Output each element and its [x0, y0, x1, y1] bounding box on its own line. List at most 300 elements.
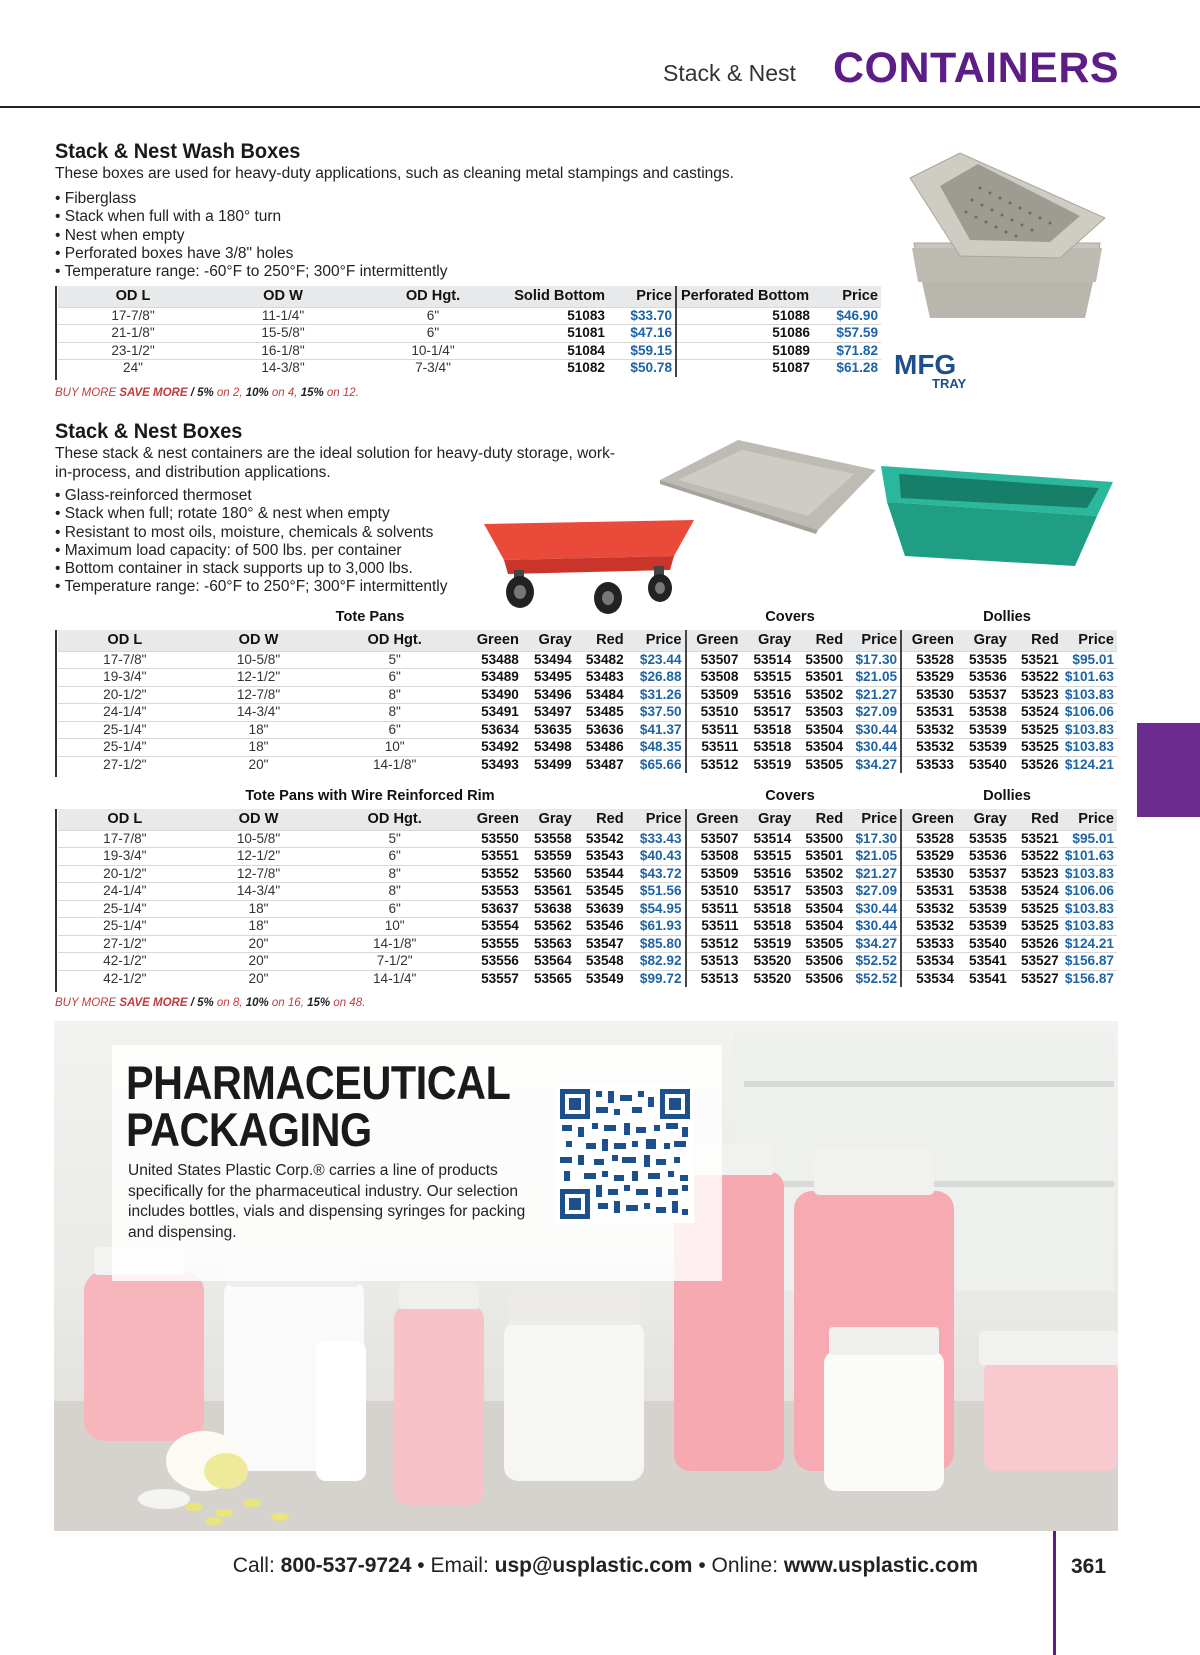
- cell: 6": [358, 307, 508, 325]
- cell: 8": [325, 686, 464, 704]
- cell: 7-1/2": [325, 953, 464, 971]
- cell: 53539: [957, 900, 1010, 918]
- cell: 53564: [522, 953, 575, 971]
- cell: 53635: [522, 721, 575, 739]
- cell: 6": [325, 900, 464, 918]
- cell: 51089: [676, 342, 813, 360]
- table-row: [58, 325, 881, 343]
- boxes-features: [55, 487, 447, 597]
- feature-item: • Nest when empty: [55, 227, 447, 245]
- email-label: • Email:: [411, 1554, 495, 1577]
- cell: $40.43: [627, 848, 686, 866]
- col-header: Gray: [522, 630, 575, 651]
- cell: 12-1/2": [192, 848, 326, 866]
- table-header-row: [58, 286, 881, 307]
- cell: 51088: [676, 307, 813, 325]
- table-left-border: [55, 286, 57, 380]
- col-header: Red: [1010, 809, 1062, 830]
- wash-boxes-description: These boxes are used for heavy-duty applications, such as cleaning metal stampings and castings.: [55, 165, 734, 182]
- cell: 51087: [676, 360, 813, 377]
- cell: 16-1/8": [208, 342, 358, 360]
- cell: 53525: [1010, 900, 1062, 918]
- cell: 53507: [686, 830, 742, 848]
- cell: 53524: [1010, 704, 1062, 722]
- cell: 53501: [794, 848, 846, 866]
- cell: $103.83: [1062, 686, 1117, 704]
- col-header: Red: [575, 809, 627, 830]
- cell: $31.26: [627, 686, 686, 704]
- cell: 20": [192, 756, 326, 773]
- pharmaceutical-packaging-banner[interactable]: [54, 1021, 1118, 1531]
- cell: 53497: [522, 704, 575, 722]
- cell: 53556: [464, 953, 522, 971]
- cell: 53541: [957, 953, 1010, 971]
- cell: 53515: [741, 848, 794, 866]
- cell: $33.43: [627, 830, 686, 848]
- cell: 53503: [794, 883, 846, 901]
- col-header: Gray: [957, 809, 1010, 830]
- cell: 8": [325, 704, 464, 722]
- feature-item: • Resistant to most oils, moisture, chemicals & solvents: [55, 524, 447, 542]
- gray-cover-photo: [658, 436, 880, 534]
- pharma-title-line2: PACKAGING: [126, 1103, 372, 1156]
- cell: 25-1/4": [58, 918, 192, 936]
- cell: $156.87: [1062, 953, 1117, 971]
- cell: 53553: [464, 883, 522, 901]
- cell: 53549: [575, 970, 627, 987]
- cell: $101.63: [1062, 848, 1117, 866]
- cell: 53539: [957, 918, 1010, 936]
- section-subtitle: Stack & Nest: [663, 60, 796, 86]
- cell: 42-1/2": [58, 953, 192, 971]
- table-row: [58, 900, 1117, 918]
- cell: 53532: [901, 721, 957, 739]
- cell: 53503: [794, 704, 846, 722]
- wash-boxes-table: [58, 286, 881, 377]
- cell: $54.95: [627, 900, 686, 918]
- cell: 53634: [464, 721, 522, 739]
- cell: $30.44: [846, 900, 901, 918]
- cell: 53530: [901, 865, 957, 883]
- cell: 53525: [1010, 739, 1062, 757]
- cell: 53514: [741, 651, 794, 669]
- cell: 20-1/2": [58, 686, 192, 704]
- cell: 53534: [901, 970, 957, 987]
- cell: 53518: [741, 739, 794, 757]
- cell: $33.70: [608, 307, 676, 325]
- feature-item: • Glass-reinforced thermoset: [55, 487, 447, 505]
- table-row: [58, 651, 1117, 669]
- cell: 5": [325, 830, 464, 848]
- cell: $101.63: [1062, 669, 1117, 687]
- cell: 6": [325, 721, 464, 739]
- cell: $59.15: [608, 342, 676, 360]
- cell: 53504: [794, 900, 846, 918]
- cell: 51082: [508, 360, 608, 377]
- phone-number[interactable]: 800-537-9724: [280, 1554, 412, 1577]
- cell: 53550: [464, 830, 522, 848]
- cell: 53511: [686, 918, 742, 936]
- cell: 12-1/2": [192, 669, 326, 687]
- cell: $95.01: [1062, 651, 1117, 669]
- cell: 53558: [522, 830, 575, 848]
- cell: 53544: [575, 865, 627, 883]
- cell: 51084: [508, 342, 608, 360]
- cell: 53519: [741, 756, 794, 773]
- cell: $82.92: [627, 953, 686, 971]
- cell: 53536: [957, 669, 1010, 687]
- col-header: Price: [627, 809, 686, 830]
- cell: 53540: [957, 935, 1010, 953]
- cell: $27.09: [846, 704, 901, 722]
- cell: 53485: [575, 704, 627, 722]
- cell: 53489: [464, 669, 522, 687]
- group-heading-dollies: Dollies: [983, 788, 1031, 804]
- cell: 23-1/2": [58, 342, 208, 360]
- table-left-border: [55, 809, 57, 992]
- cell: 10-5/8": [192, 830, 326, 848]
- cell: $47.16: [608, 325, 676, 343]
- table-row: [58, 756, 1117, 773]
- cell: 53487: [575, 756, 627, 773]
- cell: 53529: [901, 848, 957, 866]
- cell: 53531: [901, 704, 957, 722]
- email-link[interactable]: usp@usplastic.com: [494, 1554, 693, 1577]
- pharma-description: United States Plastic Corp.® carries a line of products specifically for the pharmaceutical industry. Our selection includes bottles, vials and dispensing syringes for packing and dispensing.: [128, 1162, 526, 1241]
- wash-boxes-features: [55, 190, 447, 281]
- cell: 53529: [901, 669, 957, 687]
- cell: 53523: [1010, 865, 1062, 883]
- col-header: Green: [901, 630, 957, 651]
- cell: 10": [325, 739, 464, 757]
- cell: 53531: [901, 883, 957, 901]
- cell: 18": [192, 918, 326, 936]
- cell: 53508: [686, 669, 742, 687]
- cell: $21.27: [846, 686, 901, 704]
- cell: 20-1/2": [58, 865, 192, 883]
- cell: 53542: [575, 830, 627, 848]
- cell: 53639: [575, 900, 627, 918]
- cell: 53560: [522, 865, 575, 883]
- col-header: Green: [686, 809, 742, 830]
- cell: 20": [192, 953, 326, 971]
- cell: $52.52: [846, 953, 901, 971]
- cell: 53525: [1010, 918, 1062, 936]
- cell: $21.05: [846, 669, 901, 687]
- cell: 18": [192, 900, 326, 918]
- cell: 12-7/8": [192, 686, 326, 704]
- cell: 25-1/4": [58, 900, 192, 918]
- contact-footer: [233, 1554, 978, 1578]
- cell: $48.35: [627, 739, 686, 757]
- boxes-description-line2: in-process, and distribution applications.: [55, 464, 331, 481]
- cell: 53523: [1010, 686, 1062, 704]
- cell: $51.56: [627, 883, 686, 901]
- cell: 53539: [957, 721, 1010, 739]
- col-header: OD Hgt.: [325, 809, 464, 830]
- col-header: Price: [846, 809, 901, 830]
- group-heading-wire-rim: Tote Pans with Wire Reinforced Rim: [245, 788, 495, 804]
- cell: 14-1/8": [325, 756, 464, 773]
- cell: $17.30: [846, 830, 901, 848]
- cell: 24-1/4": [58, 704, 192, 722]
- cell: 53518: [741, 918, 794, 936]
- col-header: Solid Bottom: [508, 286, 608, 307]
- cell: 53517: [741, 883, 794, 901]
- col-header: OD L: [58, 630, 192, 651]
- cell: 53494: [522, 651, 575, 669]
- cell: 18": [192, 739, 326, 757]
- cell: 53490: [464, 686, 522, 704]
- table-row: [58, 918, 1117, 936]
- table-row: [58, 704, 1117, 722]
- cell: 53505: [794, 756, 846, 773]
- cell: 53541: [957, 970, 1010, 987]
- tote2-body: [58, 830, 1117, 987]
- feature-item: • Temperature range: -60°F to 250°F; 300°F intermittently: [55, 263, 447, 281]
- cell: 53514: [741, 830, 794, 848]
- tote1-body: [58, 651, 1117, 773]
- table-header-row: [58, 809, 1117, 830]
- cell: 53506: [794, 953, 846, 971]
- cell: 15-5/8": [208, 325, 358, 343]
- feature-item: • Bottom container in stack supports up to 3,000 lbs.: [55, 560, 447, 578]
- col-header: Price: [1062, 809, 1117, 830]
- cell: 19-3/4": [58, 669, 192, 687]
- cell: $52.52: [846, 970, 901, 987]
- cell: 53507: [686, 651, 742, 669]
- cell: 53502: [794, 865, 846, 883]
- cell: 53510: [686, 883, 742, 901]
- col-header: Red: [1010, 630, 1062, 651]
- table-row: [58, 848, 1117, 866]
- website-link[interactable]: www.usplastic.com: [783, 1554, 978, 1577]
- cell: $85.80: [627, 935, 686, 953]
- cell: 53540: [957, 756, 1010, 773]
- cell: 53502: [794, 686, 846, 704]
- online-label: • Online:: [692, 1554, 784, 1577]
- cell: 10": [325, 918, 464, 936]
- cell: $106.06: [1062, 883, 1117, 901]
- call-label: Call:: [232, 1554, 281, 1577]
- cell: 53506: [794, 970, 846, 987]
- col-header: Red: [794, 809, 846, 830]
- cell: 53563: [522, 935, 575, 953]
- cell: 53500: [794, 830, 846, 848]
- cell: 53484: [575, 686, 627, 704]
- cell: 51081: [508, 325, 608, 343]
- qr-code-icon[interactable]: [556, 1085, 694, 1223]
- stack-nest-boxes-title: Stack & Nest Boxes: [55, 420, 243, 443]
- cell: 51083: [508, 307, 608, 325]
- cell: 53547: [575, 935, 627, 953]
- col-header: Price: [846, 630, 901, 651]
- col-header: OD W: [192, 809, 326, 830]
- cell: $103.83: [1062, 865, 1117, 883]
- col-header: Price: [608, 286, 676, 307]
- cell: $103.83: [1062, 900, 1117, 918]
- cell: 53482: [575, 651, 627, 669]
- cell: 53520: [741, 953, 794, 971]
- cell: 19-3/4": [58, 848, 192, 866]
- col-header: Perforated Bottom: [676, 286, 813, 307]
- feature-item: • Stack when full with a 180° turn: [55, 208, 447, 226]
- col-header: Red: [575, 630, 627, 651]
- pharma-title-line1: PHARMACEUTICAL: [126, 1056, 511, 1109]
- boxes-description-line1: These stack & nest containers are the ideal solution for heavy-duty storage, work-: [55, 445, 616, 462]
- wash-box-photo: [900, 148, 1115, 326]
- cell: $106.06: [1062, 704, 1117, 722]
- cell: 17-7/8": [58, 307, 208, 325]
- cell: 53516: [741, 686, 794, 704]
- header-rule: [0, 106, 1200, 108]
- col-header: OD L: [58, 809, 192, 830]
- cell: 53561: [522, 883, 575, 901]
- cell: 20": [192, 935, 326, 953]
- table-row: [58, 669, 1117, 687]
- cell: 53509: [686, 686, 742, 704]
- cell: 17-7/8": [58, 651, 192, 669]
- cell: 6": [325, 669, 464, 687]
- cell: $27.09: [846, 883, 901, 901]
- cell: 8": [325, 865, 464, 883]
- cell: 53562: [522, 918, 575, 936]
- col-header: OD Hgt.: [358, 286, 508, 307]
- cell: 6": [358, 325, 508, 343]
- col-header: Green: [686, 630, 742, 651]
- pharma-title: [126, 1056, 511, 1156]
- col-header: OD W: [192, 630, 326, 651]
- cell: 53516: [741, 865, 794, 883]
- cell: 53515: [741, 669, 794, 687]
- col-header: Gray: [741, 630, 794, 651]
- cell: 53538: [957, 704, 1010, 722]
- cell: 53534: [901, 953, 957, 971]
- cell: 53522: [1010, 848, 1062, 866]
- cell: 53548: [575, 953, 627, 971]
- cell: 53518: [741, 721, 794, 739]
- cell: 53492: [464, 739, 522, 757]
- cell: $43.72: [627, 865, 686, 883]
- group-heading-tote-pans: Tote Pans: [335, 609, 405, 625]
- cell: 53504: [794, 739, 846, 757]
- cell: 53554: [464, 918, 522, 936]
- logo-tray-text: TRAY: [932, 376, 967, 390]
- cell: $17.30: [846, 651, 901, 669]
- cell: $103.83: [1062, 721, 1117, 739]
- cell: 53539: [957, 739, 1010, 757]
- cell: 21-1/8": [58, 325, 208, 343]
- cell: $21.27: [846, 865, 901, 883]
- cell: $61.93: [627, 918, 686, 936]
- cell: 51086: [676, 325, 813, 343]
- cell: 53527: [1010, 953, 1062, 971]
- table-row: [58, 307, 881, 325]
- table-left-border: [55, 630, 57, 777]
- cell: 53565: [522, 970, 575, 987]
- table-row: [58, 883, 1117, 901]
- table-row: [58, 686, 1117, 704]
- group-heading-dollies: Dollies: [983, 609, 1031, 625]
- cell: 53511: [686, 739, 742, 757]
- page-category-title: CONTAINERS: [833, 44, 1120, 92]
- cell: 53637: [464, 900, 522, 918]
- cell: 27-1/2": [58, 756, 192, 773]
- cell: $124.21: [1062, 756, 1117, 773]
- cell: $30.44: [846, 918, 901, 936]
- cell: 14-1/8": [325, 935, 464, 953]
- cell: $103.83: [1062, 739, 1117, 757]
- cell: 53486: [575, 739, 627, 757]
- cell: 53512: [686, 756, 742, 773]
- cell: 53513: [686, 970, 742, 987]
- cell: 53517: [741, 704, 794, 722]
- cell: 53521: [1010, 651, 1062, 669]
- cell: 53500: [794, 651, 846, 669]
- cell: 53518: [741, 900, 794, 918]
- cell: 53520: [741, 970, 794, 987]
- feature-item: • Temperature range: -60°F to 250°F; 300°F intermittently: [55, 578, 447, 596]
- cell: 53530: [901, 686, 957, 704]
- col-header: Price: [627, 630, 686, 651]
- cell: 53533: [901, 756, 957, 773]
- cell: 53496: [522, 686, 575, 704]
- cell: 25-1/4": [58, 721, 192, 739]
- cell: 53483: [575, 669, 627, 687]
- cell: 20": [192, 970, 326, 987]
- cell: 6": [325, 848, 464, 866]
- cell: 53501: [794, 669, 846, 687]
- cell: 53508: [686, 848, 742, 866]
- cell: 53551: [464, 848, 522, 866]
- col-header: Red: [794, 630, 846, 651]
- cell: 53537: [957, 686, 1010, 704]
- table-header-row: [58, 630, 1117, 651]
- table-row: [58, 342, 881, 360]
- cell: 14-3/4": [192, 883, 326, 901]
- cell: 53528: [901, 830, 957, 848]
- cell: 53521: [1010, 830, 1062, 848]
- cell: $57.59: [813, 325, 881, 343]
- cell: 53525: [1010, 721, 1062, 739]
- col-header: Price: [1062, 630, 1117, 651]
- cell: $30.44: [846, 721, 901, 739]
- cell: $71.82: [813, 342, 881, 360]
- cell: $46.90: [813, 307, 881, 325]
- cell: 17-7/8": [58, 830, 192, 848]
- col-header: Green: [464, 809, 522, 830]
- cell: $41.37: [627, 721, 686, 739]
- col-header: Gray: [522, 809, 575, 830]
- mfg-tray-logo: [892, 350, 984, 390]
- cell: 7-3/4": [358, 360, 508, 377]
- cell: $21.05: [846, 848, 901, 866]
- cell: 53528: [901, 651, 957, 669]
- cell: 53538: [957, 883, 1010, 901]
- cell: $50.78: [608, 360, 676, 377]
- cell: 14-3/8": [208, 360, 358, 377]
- cell: 53493: [464, 756, 522, 773]
- cell: 53638: [522, 900, 575, 918]
- cell: 53526: [1010, 756, 1062, 773]
- cell: 53555: [464, 935, 522, 953]
- cell: 53543: [575, 848, 627, 866]
- col-header: Green: [901, 809, 957, 830]
- group-heading-covers: Covers: [765, 609, 815, 625]
- table-row: [58, 360, 881, 377]
- cell: 53552: [464, 865, 522, 883]
- cell: 53535: [957, 830, 1010, 848]
